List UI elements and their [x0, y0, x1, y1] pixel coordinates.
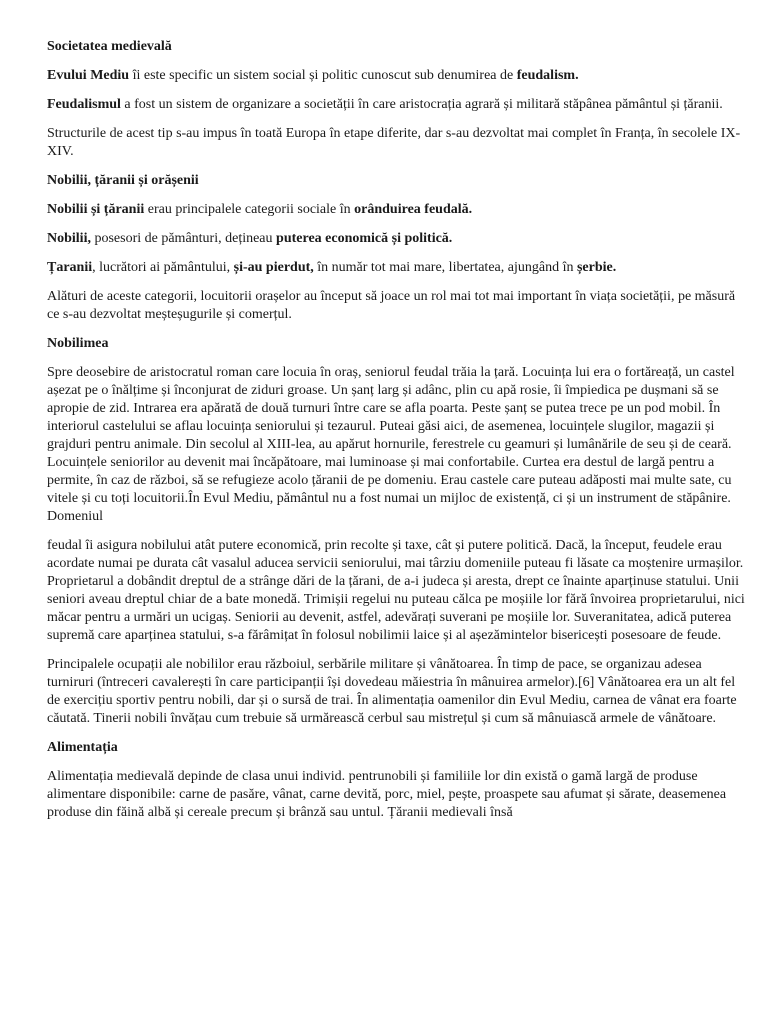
bold-term: Nobilii și țăranii	[47, 202, 145, 217]
intro-paragraph-3: Structurile de acest tip s-au impus în toată Europa în etape diferite, dar s-au dezvoltat mai complet în Franța, în secolele IX-XIV.	[47, 126, 741, 159]
bold-term: Evului Mediu	[47, 68, 130, 83]
section2-paragraph-2: feudal îi asigura nobilului atât putere economică, prin recolte și taxe, cât și putere politică. Dacă, la început, feudele erau acordate numai pe durata cât vasalul aducea servicii seniorului, mai târziu domeniile puteau fi lăsate ca moștenire urmașilor. Proprietarul a dobândit dreptul de a strânge dări de la țărani, de a-i judeca și aresta, drept ce înainte aparținuse statului. Unii seniori aveau dreptul chiar de a bate monedă. Trimișii regelui nu puteau călca pe moșiile lor fără învoirea proprietarului, nici măcar pentru a urmări un ucigaș. Seniorii au devenit, astfel, adevărați suverani pe moșiile lor. Suveranitatea, adică puterea supremă care aparținea statului, s-a fărâmițat în folosul nobilimii laice și al așezămintelor bisericești posesoare de feude.	[47, 538, 745, 643]
section-heading-nobilimea: Nobilimea	[47, 336, 109, 351]
intro-paragraph-2	[47, 96, 748, 114]
paragraph-text: în număr tot mai mare, libertatea, ajungând în	[313, 260, 577, 275]
bold-term: și-au pierdut,	[233, 260, 314, 275]
bold-term: feudalism.	[516, 68, 579, 83]
section-heading-alimentatia: Alimentația	[47, 740, 118, 755]
section1-paragraph-1	[47, 201, 748, 219]
bold-term: Țaranii	[47, 260, 93, 275]
section2-paragraph-1: Spre deosebire de aristocratul roman care locuia în oraș, seniorul feudal trăia la țară. Locuința lui era o fortăreață, un castel așezat pe o înălțime și înconjurat de ziduri groase. Un șanț larg și adânc, plin cu apă rosie, îi împiedica pe dușmani să se apropie de zid. Intrarea era apărată de două turnuri între care se afla poarta. Peste șanț se putea trece pe un pod mobil. În interiorul castelului se aflau locuința seniorului și tezaurul. Puteai găsi aici, de asemenea, locuințele slugilor, magazii și grajduri pentru animale. Din secolul al XIII-lea, au apărut hornurile, ferestrele cu geamuri și lumânările de seu și de ceară. Locuințele seniorilor au devenit mai încăpătoare, mai luminoase și mai confortabile. Curtea era destul de largă pentru a permite, în caz de război, să se refugieze acolo țăranii de pe domeniu. Erau castele care puteau adăposti mai multe sate, cu vitele și cu toți locuitorii.În Evul Mediu, pământul nu a fost numai un mijloc de existență, ci și un instrument de stăpânire. Domeniul	[47, 365, 735, 524]
section1-paragraph-2	[47, 230, 748, 248]
section1-paragraph-3	[47, 259, 748, 277]
bold-term: puterea economică și politică.	[276, 231, 453, 246]
bold-term: Feudalismul	[47, 97, 121, 112]
paragraph-text: îi este specific un sistem social și politic cunoscut sub denumirea de	[129, 68, 517, 83]
document-title: Societatea medievală	[47, 39, 172, 54]
paragraph-text: a fost un sistem de organizare a societății în care aristocrația agrară și militară stăpânea pământul și țăranii.	[120, 97, 723, 112]
section2-paragraph-3: Principalele ocupații ale nobililor erau războiul, serbările militare și vânătoarea. În timp de pace, se organizau adesea turniruri (întreceri cavalerești în care participanții își dovedeau măiestria în mânuirea armelor).[6] Vânătoarea era un alt fel de exercițiu sportiv pentru nobili, dar și o sursă de trai. În alimentația oamenilor din Evul Mediu, carnea de vânat era foarte căutată. Tinerii nobili învățau cum trebuie să urmărească cerbul sau mistrețul și cum să mânuiască armele de vânătoare.	[47, 657, 737, 726]
section3-paragraph-1: Alimentația medievală depinde de clasa unui individ. pentrunobili și familiile lor din există o gamă largă de produse alimentare disponibile: carne de pasăre, vânat, carne devită, porc, miel, pește, proaspete sau afumat și sărate, deasemenea produse din făină albă și cereale precum și brânză sau untul. Țăranii medievali însă	[47, 769, 727, 820]
intro-paragraph-1	[47, 67, 748, 85]
paragraph-text: erau principalele categorii sociale în	[144, 202, 355, 217]
section-heading-nobilii-taranii-orasenii: Nobilii, țăranii și orășenii	[47, 173, 199, 188]
paragraph-text: posesori de pământuri, dețineau	[90, 231, 277, 246]
bold-term: șerbie.	[576, 260, 617, 275]
bold-term: Nobilii,	[47, 231, 91, 246]
paragraph-text: , lucrători ai pământului,	[92, 260, 234, 275]
bold-term: orânduirea feudală.	[354, 202, 473, 217]
section1-paragraph-4: Alături de aceste categorii, locuitorii orașelor au început să joace un rol mai tot mai important în viața societății, pe măsură ce s-au dezvoltat meșteșugurile și comerțul.	[47, 289, 736, 322]
